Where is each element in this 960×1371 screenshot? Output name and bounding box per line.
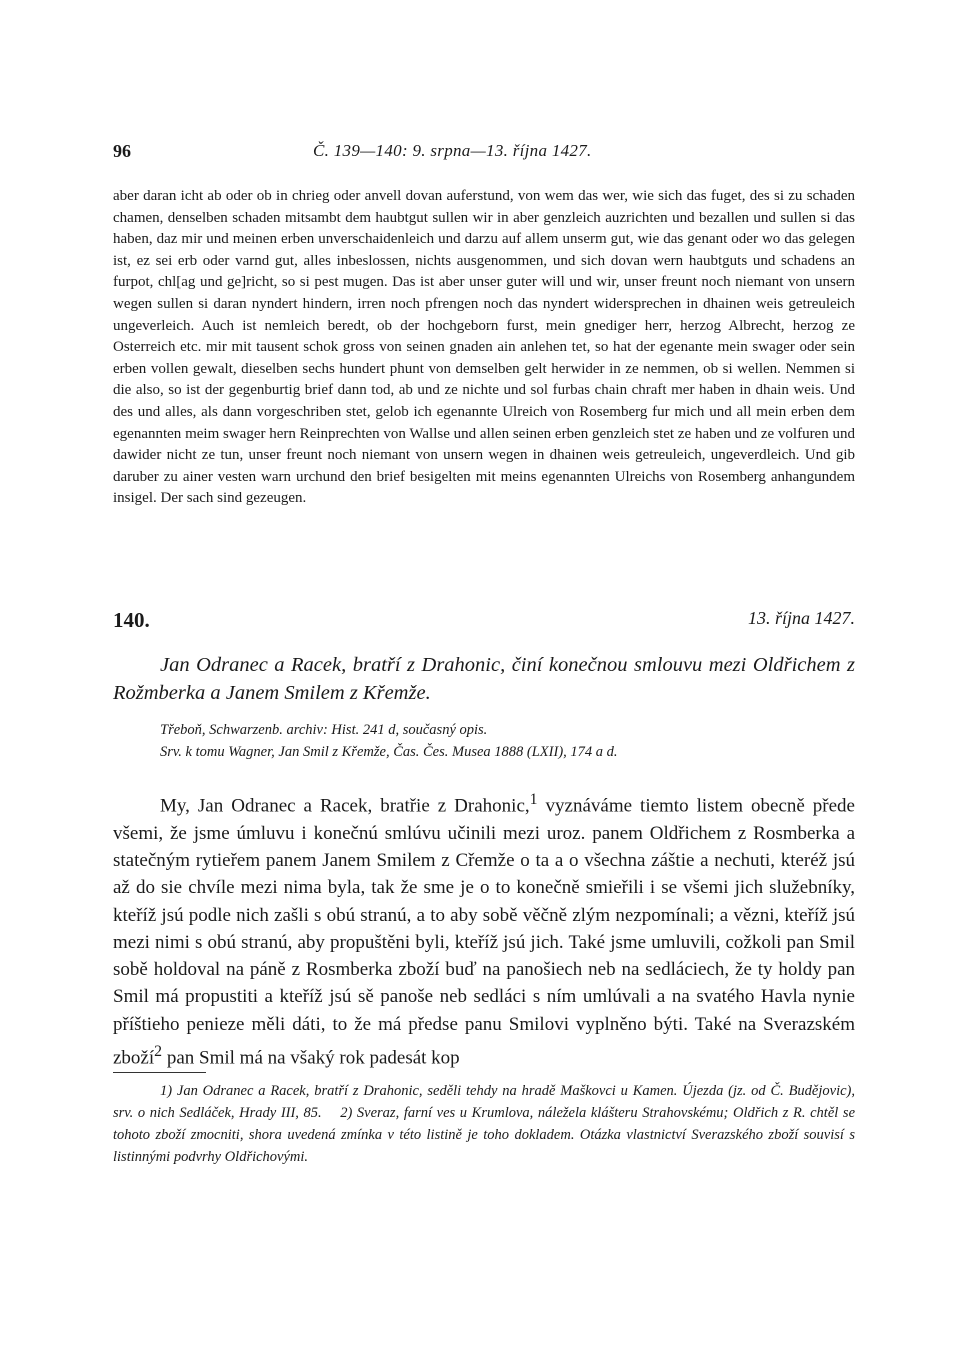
running-title: Č. 139—140: 9. srpna—13. října 1427. — [313, 141, 592, 160]
document-140-heading — [113, 608, 855, 638]
czech-text-part-1: My, Jan Odranec a Racek, bratřie z Drahonic, — [160, 795, 530, 817]
document-date: 13. října 1427. — [747, 608, 855, 628]
running-header — [113, 141, 855, 167]
source-literature-line: Srv. k tomu Wagner, Jan Smil z Křemže, Čas. Čes. Musea 1888 (LXII), 174 a d. — [160, 744, 618, 760]
footnotes-paragraph — [113, 1080, 855, 1168]
czech-text-part-2: vyznáváme tiemto listem obecně přede všemi, že jsme úmluvu i konečnú smlúvu učinili mezi uroz. panem Oldřichem z Rosmberka a statečným rytieřem panem Janem Smilem z Cřemže o ta a o všechna záštie a nechuti, kteréž jsú až do sie chvíle mezi nima byla, tak že sme je o to konečně smieřili i se všemi jich služebníky, kteříž jsú podle nich zašli s obú stranú, a to aby sobě věčně zlým nezpomínali; a vězni, kteříž jsú mezi nimi s obú stranú, aby propuštěni byli, kteříž jsú jich. Také jsme umluvili, cožkoli pan Smil sobě holdoval na páně z Rosmberka zboží buď na panošiech neb na sedláciech, že ty holdy pan Smil má propustiti a kteříž jsú sě panoše neb sedláci s ním umlúvali a na svatého Havla nynie příštieho penieze měli dáti, to že má předse panu Smilovi vyplněno býti. Také na Sverazském zboží — [113, 795, 855, 1069]
document-regest — [113, 651, 855, 707]
footnote-2: 2) Sveraz, farní ves u Krumlova, náležela klášteru Strahovskému; Oldřich z R. chtěl se tohoto zboží zmocniti, shora uvedená zmínka v této listině je toho dokladem. Otázka vlastnictví Sverazského zboží souvisí s listinnými podvrhy Oldřichovými. — [113, 1105, 856, 1165]
footnote-reference-2: 2 — [154, 1043, 163, 1060]
czech-text-paragraph — [113, 786, 855, 1072]
document-number: 140. — [113, 608, 150, 632]
footnote-reference-1: 1 — [529, 791, 538, 808]
document-140-text — [113, 786, 855, 1072]
document-139-continuation — [113, 186, 855, 510]
archival-sources — [160, 719, 860, 763]
source-archive-line: Třeboň, Schwarzenb. archiv: Hist. 241 d, současný opis. — [160, 722, 488, 738]
footnotes — [113, 1080, 855, 1168]
footnote-divider — [113, 1072, 206, 1073]
page-number: 96 — [113, 141, 131, 161]
regest-text: Jan Odranec a Racek, bratří z Drahonic, činí konečnou smlouvu mezi Oldřichem z Rožmberka a Janem Smilem z Křemže. — [113, 654, 855, 704]
footnote-1: 1) Jan Odranec a Racek, bratří z Drahonic, seděli tehdy na hradě Maškovci u Kamen. Újezda (jz. od Č. Budějovic), srv. o nich Sedláček, Hrady III, 85. — [113, 1083, 855, 1121]
czech-text-part-3: pan Smil má na všaký rok padesát kop — [162, 1047, 460, 1069]
german-text-paragraph: aber daran icht ab oder ob in chrieg oder anvell dovan auferstund, von wem das wer, wie sich das fuget, des si zu schaden chamen, denselben schaden mitsambt dem haubtgut sullen wir in aber genzleich auzrichten und bezallen und sullen si das haben, daz mir und meinen erben unverschaidenleich und darzu auf allem unserm gut, wie das genant oder wo das gelegen ist, ez sei erb oder varnd gut, alles inbeslossen, nichts ausgenommen, und sich dovan wern haubtguts und schadens an furpot, chl[ag und ge]richt, so si pest mugen. Das ist aber unser guter will und wir, unser freunt noch niemant von unsern wegen sullen si daran nyndert hindern, irren noch pfrengen noch das nyndert widersprechen in dhainen weis getreuleich ungeverleich. Auch ist nemleich beredt, ob der hochgeborn furst, mein gnediger herr, herzog Albrecht, herzog ze Osterreich etc. mir mit tausent schok gross von seinen gnaden ain anlehen tet, so hat der egenante mein swager oder sein erben vollen gewalt, dieselben sechs hundert phunt von demselben gelt herwider in ze nemmen, ob si wellen. Nemmen si die also, so ist der gegenburtig brief dann tod, ab und ze nichte und sol furbas chain chraft mer haben in dhain weis. Und des und alles, als dann vorgeschriben stet, gelob ich egenannte Ulreich von Rosemberg fur mich und all mein erben dem egenannten meim swager hern Reinprechten von Wallse und allen seinen erben genzleich stet ze haben und ze volfuren und dawider nicht ze tun, unser freunt noch niemant von unsern wegen in dhainen weis getreuleich, ungeverdleich. Und gib daruber zu ainer vesten warn urchund den brief besigelten mit meins egenannten Ulreichs von Rosemberg anhangundem insigel. Der sach sind gezeugen. — [113, 188, 855, 507]
